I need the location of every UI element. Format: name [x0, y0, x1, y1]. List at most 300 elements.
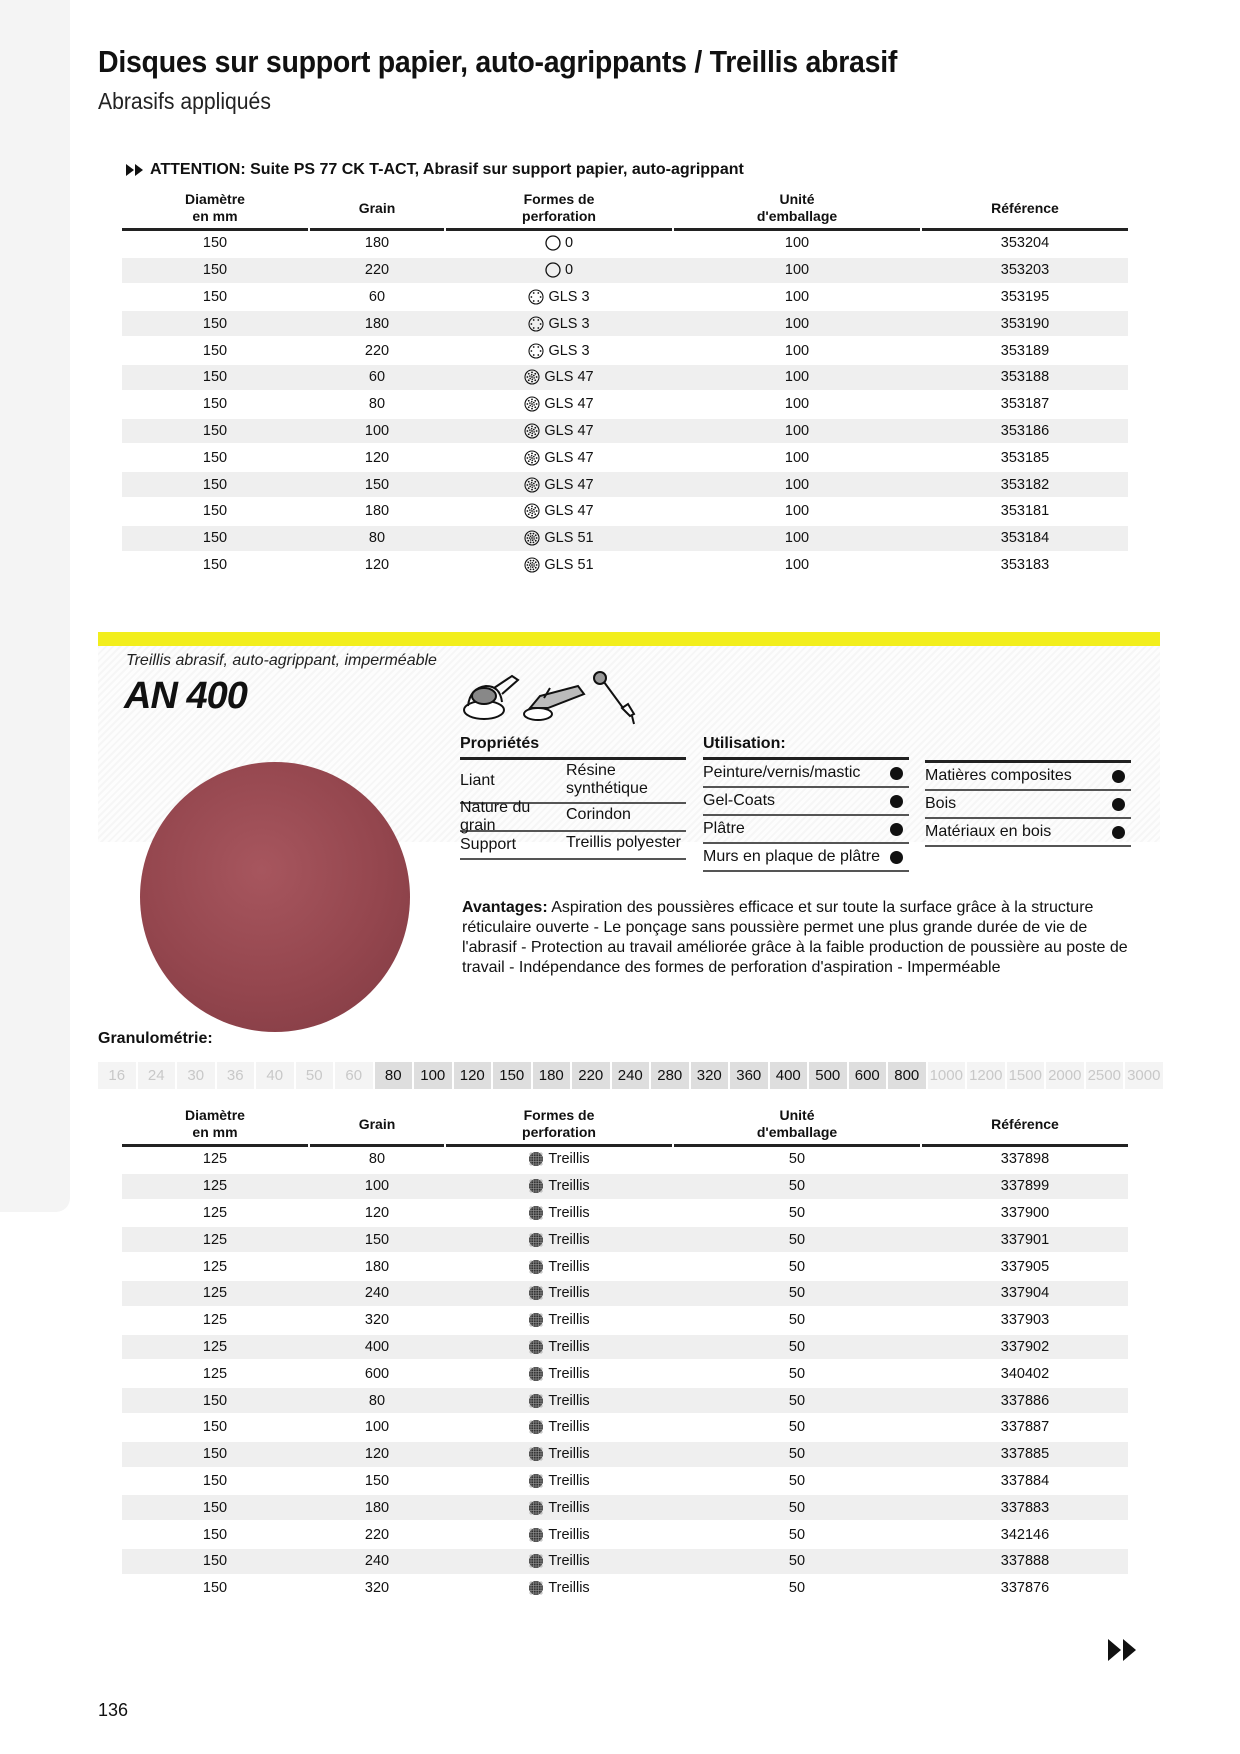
cell-packing-unit: 50	[788, 1553, 806, 1570]
bullet-dot-icon	[890, 823, 903, 836]
next-page-arrow-icon[interactable]	[1108, 1638, 1138, 1667]
cell-reference: 353183	[1000, 556, 1050, 573]
table-row	[122, 1226, 1128, 1253]
cell-diameter: 150	[202, 1499, 228, 1516]
grit-chip: 180	[533, 1062, 571, 1089]
cell-grain: 180	[364, 503, 390, 520]
cell-perforation: GLS 47	[446, 471, 672, 498]
bullet-dot-icon	[890, 795, 903, 808]
cell-diameter: 125	[202, 1178, 228, 1195]
mesh-perforation-icon	[528, 1339, 544, 1355]
grit-chip: 3000	[1125, 1062, 1163, 1089]
table-row	[122, 1307, 1128, 1334]
mesh-perforation-icon	[528, 1178, 544, 1194]
grit-chip: 30	[177, 1062, 215, 1089]
cell-perforation: Treillis	[446, 1253, 672, 1280]
cell-reference: 353188	[1000, 369, 1050, 386]
cell-packing-unit: 50	[788, 1526, 806, 1543]
cell-perforation: Treillis	[446, 1334, 672, 1361]
cell-packing-unit: 50	[788, 1204, 806, 1221]
page-subtitle: Abrasifs appliqués	[98, 88, 271, 114]
mesh-perforation-icon	[528, 1527, 544, 1543]
perforation-pattern-icon	[528, 343, 544, 359]
cell-grain: 220	[364, 342, 390, 359]
cell-reference: 337898	[1000, 1151, 1050, 1168]
properties-table	[460, 735, 686, 860]
utilisation-item: Matériaux en bois	[925, 819, 1131, 847]
grit-chip: 80	[375, 1062, 413, 1089]
cell-reference: 337904	[1000, 1285, 1050, 1302]
cell-grain: 60	[368, 369, 386, 386]
cell-reference: 353190	[1000, 315, 1050, 332]
table-row	[122, 391, 1128, 418]
cell-perforation: GLS 47	[446, 418, 672, 445]
perforation-pattern-icon	[524, 450, 540, 466]
grit-chip: 500	[809, 1062, 847, 1089]
cell-reference: 337899	[1000, 1178, 1050, 1195]
perforation-pattern-icon	[528, 289, 544, 305]
cell-packing-unit: 50	[788, 1258, 806, 1275]
cell-grain: 120	[364, 449, 390, 466]
cell-perforation: Treillis	[446, 1280, 672, 1307]
cell-diameter: 150	[202, 1446, 228, 1463]
property-row	[460, 799, 686, 834]
grit-chip: 16	[98, 1062, 136, 1089]
utilisation-item: Bois	[925, 791, 1131, 819]
cell-perforation: GLS 51	[446, 525, 672, 552]
cell-diameter: 150	[202, 422, 228, 439]
cell-packing-unit: 50	[788, 1499, 806, 1516]
mesh-perforation-icon	[528, 1151, 544, 1167]
cell-packing-unit: 50	[788, 1446, 806, 1463]
mesh-perforation-icon	[528, 1580, 544, 1596]
utilisation-item: Murs en plaque de plâtre	[703, 844, 909, 872]
mesh-perforation-icon	[528, 1419, 544, 1435]
table-row	[122, 364, 1128, 391]
table-header	[122, 1104, 1128, 1146]
grit-chip: 120	[454, 1062, 492, 1089]
granulometry-label: Granulométrie:	[98, 1030, 213, 1047]
cell-diameter: 150	[202, 1392, 228, 1409]
table-row	[122, 1414, 1128, 1441]
grit-chip: 1200	[967, 1062, 1005, 1089]
cell-packing-unit: 50	[788, 1472, 806, 1489]
double-arrow-icon	[126, 163, 144, 177]
table-body	[122, 1146, 1128, 1602]
attention-note	[126, 161, 744, 179]
bullet-dot-icon	[1112, 826, 1125, 839]
cell-grain: 120	[364, 1204, 390, 1221]
cell-perforation: Treillis	[446, 1307, 672, 1334]
table-row	[122, 418, 1128, 445]
cell-perforation: Treillis	[446, 1146, 672, 1173]
cell-grain: 150	[364, 476, 390, 493]
cell-grain: 120	[364, 556, 390, 573]
table-row	[122, 230, 1128, 257]
perforation-pattern-icon	[524, 423, 540, 439]
mesh-perforation-icon	[528, 1366, 544, 1382]
perforation-pattern-icon	[524, 530, 540, 546]
mesh-perforation-icon	[528, 1259, 544, 1275]
cell-reference: 337883	[1000, 1499, 1050, 1516]
table-row	[122, 310, 1128, 337]
cell-perforation: GLS 47	[446, 498, 672, 525]
cell-packing-unit: 50	[788, 1178, 806, 1195]
sanding-pad-icon	[594, 672, 634, 724]
cell-perforation: Treillis	[446, 1226, 672, 1253]
cell-grain: 320	[364, 1312, 390, 1329]
advantages-body: Aspiration des poussières efficace et sur toute la surface grâce à la structure réticulaire ouverte - Le ponçage sans poussière permet une plus grande durée de vie de l'abrasif - Protection au travail améliorée grâce à la faible production de poussière au poste de travail - Indépendance des formes de perforation d'aspiration - Imperméable	[462, 899, 1128, 976]
cell-packing-unit: 100	[784, 369, 810, 386]
cell-diameter: 150	[202, 315, 228, 332]
cell-diameter: 125	[202, 1204, 228, 1221]
cell-grain: 60	[368, 288, 386, 305]
cell-reference: 337884	[1000, 1472, 1050, 1489]
cell-grain: 400	[364, 1338, 390, 1355]
table-row	[122, 552, 1128, 579]
utilisation-list-2	[925, 760, 1131, 847]
cell-grain: 600	[364, 1365, 390, 1382]
cell-perforation: GLS 3	[446, 284, 672, 311]
cell-diameter: 150	[202, 288, 228, 305]
mesh-perforation-icon	[528, 1312, 544, 1328]
cell-packing-unit: 50	[788, 1231, 806, 1248]
cell-diameter: 125	[202, 1312, 228, 1329]
perforation-pattern-icon	[524, 369, 540, 385]
cell-diameter: 150	[202, 235, 228, 252]
cell-perforation: 0	[446, 230, 672, 257]
cell-packing-unit: 100	[784, 262, 810, 279]
perforation-pattern-icon	[524, 396, 540, 412]
table-row	[122, 444, 1128, 471]
cell-packing-unit: 50	[788, 1151, 806, 1168]
cell-reference: 353186	[1000, 422, 1050, 439]
cell-diameter: 125	[202, 1231, 228, 1248]
cell-reference: 353182	[1000, 476, 1050, 493]
grit-chip: 360	[730, 1062, 768, 1089]
cell-diameter: 125	[202, 1338, 228, 1355]
grit-chip: 150	[493, 1062, 531, 1089]
table-row	[122, 1521, 1128, 1548]
product-table-paper-discs	[122, 188, 1128, 578]
bullet-dot-icon	[1112, 770, 1125, 783]
side-tab	[0, 0, 70, 1212]
cell-reference: 353187	[1000, 396, 1050, 413]
utilisation-item: Matières composites	[925, 760, 1131, 791]
table-row	[122, 284, 1128, 311]
header-diameter: Diamètre en mm	[122, 188, 308, 231]
cell-grain: 150	[364, 1472, 390, 1489]
page-number: 136	[98, 1700, 129, 1720]
properties-heading: Propriétés	[460, 735, 686, 760]
table-row	[122, 1280, 1128, 1307]
table-row	[122, 337, 1128, 364]
cell-diameter: 150	[202, 530, 228, 547]
cell-grain: 80	[368, 1151, 386, 1168]
table-row	[122, 1334, 1128, 1361]
grit-chip: 36	[217, 1062, 255, 1089]
cell-packing-unit: 100	[784, 476, 810, 493]
cell-reference: 337886	[1000, 1392, 1050, 1409]
bullet-dot-icon	[890, 767, 903, 780]
cell-reference: 353203	[1000, 262, 1050, 279]
grit-chip: 24	[138, 1062, 176, 1089]
cell-grain: 240	[364, 1285, 390, 1302]
cell-diameter: 150	[202, 1419, 228, 1436]
cell-grain: 180	[364, 1258, 390, 1275]
mesh-perforation-icon	[528, 1285, 544, 1301]
header-packing-unit: Unité d'emballage	[674, 1104, 920, 1147]
cell-grain: 180	[364, 235, 390, 252]
cell-packing-unit: 50	[788, 1312, 806, 1329]
highlight-bar	[98, 632, 1160, 646]
cell-packing-unit: 100	[784, 530, 810, 547]
abrasive-mesh-disc-image	[140, 762, 410, 1032]
advantages-label: Avantages:	[462, 899, 548, 916]
cell-packing-unit: 50	[788, 1580, 806, 1597]
cell-perforation: Treillis	[446, 1441, 672, 1468]
cell-reference: 353185	[1000, 449, 1050, 466]
property-value: Corindon	[566, 806, 631, 823]
header-diameter: Diamètre en mm	[122, 1104, 308, 1147]
product-name: AN 400	[124, 675, 247, 717]
cell-packing-unit: 50	[788, 1338, 806, 1355]
cell-diameter: 150	[202, 503, 228, 520]
property-key: Liant	[460, 772, 495, 789]
table-row	[122, 525, 1128, 552]
table-row	[122, 498, 1128, 525]
grit-chip: 220	[572, 1062, 610, 1089]
cell-diameter: 150	[202, 449, 228, 466]
grit-chip: 400	[770, 1062, 808, 1089]
attention-text: ATTENTION: Suite PS 77 CK T-ACT, Abrasif sur support papier, auto-agrippant	[150, 161, 744, 178]
mesh-perforation-icon	[528, 1205, 544, 1221]
cell-grain: 220	[364, 1526, 390, 1543]
cell-reference: 337888	[1000, 1553, 1050, 1570]
cell-grain: 120	[364, 1446, 390, 1463]
cell-diameter: 125	[202, 1151, 228, 1168]
mesh-perforation-icon	[528, 1553, 544, 1569]
property-key: Nature du grain	[460, 799, 531, 834]
cell-perforation: GLS 47	[446, 364, 672, 391]
header-grain: Grain	[310, 188, 444, 231]
header-reference: Référence	[922, 188, 1128, 231]
angle-grinder-icon	[524, 686, 584, 720]
cell-diameter: 150	[202, 342, 228, 359]
grit-chip: 2500	[1086, 1062, 1124, 1089]
perforation-pattern-icon	[545, 235, 561, 251]
cell-grain: 240	[364, 1553, 390, 1570]
header-grain: Grain	[310, 1104, 444, 1147]
cell-grain: 150	[364, 1231, 390, 1248]
cell-grain: 320	[364, 1580, 390, 1597]
property-key: Support	[460, 836, 517, 853]
bullet-dot-icon	[890, 851, 903, 864]
grit-chip: 320	[691, 1062, 729, 1089]
cell-packing-unit: 100	[784, 235, 810, 252]
product-table-mesh	[122, 1104, 1128, 1602]
cell-diameter: 150	[202, 1580, 228, 1597]
cell-reference: 340402	[1000, 1365, 1050, 1382]
cell-grain: 180	[364, 315, 390, 332]
grit-chip: 800	[888, 1062, 926, 1089]
orbital-sander-icon	[464, 676, 518, 719]
utilisation-item: Peinture/vernis/mastic	[703, 760, 909, 788]
cell-diameter: 150	[202, 1472, 228, 1489]
perforation-pattern-icon	[545, 262, 561, 278]
cell-perforation: GLS 3	[446, 337, 672, 364]
bullet-dot-icon	[1112, 798, 1125, 811]
cell-grain: 220	[364, 262, 390, 279]
property-value: Treillis polyester	[566, 834, 681, 851]
tool-icons	[460, 668, 650, 733]
cell-perforation: GLS 3	[446, 310, 672, 337]
cell-packing-unit: 100	[784, 422, 810, 439]
cell-grain: 180	[364, 1499, 390, 1516]
cell-perforation: Treillis	[446, 1200, 672, 1227]
cell-packing-unit: 100	[784, 503, 810, 520]
cell-diameter: 125	[202, 1285, 228, 1302]
property-value: Résine synthétique	[566, 762, 648, 797]
cell-packing-unit: 50	[788, 1365, 806, 1382]
mesh-perforation-icon	[528, 1473, 544, 1489]
mesh-perforation-icon	[528, 1393, 544, 1409]
cell-perforation: Treillis	[446, 1173, 672, 1200]
grit-chip: 280	[651, 1062, 689, 1089]
cell-packing-unit: 100	[784, 288, 810, 305]
mesh-perforation-icon	[528, 1500, 544, 1516]
header-packing-unit: Unité d'emballage	[674, 188, 920, 231]
table-row	[122, 1200, 1128, 1227]
header-perforation: Formes de perforation	[446, 188, 672, 231]
cell-diameter: 125	[202, 1258, 228, 1275]
product-caption: Treillis abrasif, auto-agrippant, imperméable	[126, 652, 437, 669]
header-reference: Référence	[922, 1104, 1128, 1147]
cell-grain: 100	[364, 1178, 390, 1195]
table-row	[122, 1468, 1128, 1495]
grit-chip: 1000	[928, 1062, 966, 1089]
grit-chip: 1500	[1007, 1062, 1045, 1089]
grit-chip: 2000	[1046, 1062, 1084, 1089]
utilisation-item: Gel-Coats	[703, 788, 909, 816]
cell-diameter: 150	[202, 476, 228, 493]
cell-diameter: 150	[202, 262, 228, 279]
table-row	[122, 257, 1128, 284]
cell-perforation: Treillis	[446, 1414, 672, 1441]
cell-packing-unit: 50	[788, 1419, 806, 1436]
grit-chip: 100	[414, 1062, 452, 1089]
cell-reference: 337885	[1000, 1446, 1050, 1463]
cell-packing-unit: 50	[788, 1285, 806, 1302]
cell-diameter: 150	[202, 1553, 228, 1570]
cell-perforation: Treillis	[446, 1494, 672, 1521]
cell-packing-unit: 100	[784, 556, 810, 573]
cell-perforation: Treillis	[446, 1468, 672, 1495]
cell-packing-unit: 100	[784, 315, 810, 332]
cell-reference: 337905	[1000, 1258, 1050, 1275]
utilisation-list	[703, 735, 909, 872]
cell-diameter: 150	[202, 396, 228, 413]
table-row	[122, 1575, 1128, 1602]
table-row	[122, 1548, 1128, 1575]
cell-perforation: Treillis	[446, 1575, 672, 1602]
header-perforation: Formes de perforation	[446, 1104, 672, 1147]
grit-chip: 60	[335, 1062, 373, 1089]
cell-perforation: Treillis	[446, 1548, 672, 1575]
cell-diameter: 125	[202, 1365, 228, 1382]
cell-perforation: GLS 47	[446, 444, 672, 471]
cell-reference: 353189	[1000, 342, 1050, 359]
cell-reference: 342146	[1000, 1526, 1050, 1543]
granulometry-strip	[98, 1062, 1163, 1089]
cell-reference: 353195	[1000, 288, 1050, 305]
cell-packing-unit: 100	[784, 342, 810, 359]
cell-reference: 353204	[1000, 235, 1050, 252]
cell-grain: 100	[364, 1419, 390, 1436]
table-row	[122, 1441, 1128, 1468]
cell-reference: 337887	[1000, 1419, 1050, 1436]
cell-reference: 337903	[1000, 1312, 1050, 1329]
grit-chip: 40	[256, 1062, 294, 1089]
cell-reference: 353181	[1000, 503, 1050, 520]
cell-packing-unit: 100	[784, 449, 810, 466]
cell-reference: 337876	[1000, 1580, 1050, 1597]
table-row	[122, 1494, 1128, 1521]
cell-diameter: 150	[202, 369, 228, 386]
grit-chip: 50	[296, 1062, 334, 1089]
table-row	[122, 1360, 1128, 1387]
advantages-text	[462, 898, 1142, 978]
mesh-perforation-icon	[528, 1446, 544, 1462]
cell-diameter: 150	[202, 556, 228, 573]
cell-diameter: 150	[202, 1526, 228, 1543]
table-row	[122, 1253, 1128, 1280]
cell-grain: 80	[368, 530, 386, 547]
property-row	[460, 832, 686, 860]
perforation-pattern-icon	[524, 557, 540, 573]
cell-perforation: 0	[446, 257, 672, 284]
cell-reference: 337900	[1000, 1204, 1050, 1221]
table-row	[122, 471, 1128, 498]
perforation-pattern-icon	[524, 503, 540, 519]
cell-packing-unit: 50	[788, 1392, 806, 1409]
utilisation-item: Plâtre	[703, 816, 909, 844]
perforation-pattern-icon	[524, 477, 540, 493]
cell-perforation: Treillis	[446, 1387, 672, 1414]
page-title: Disques sur support papier, auto-agrippants / Treillis abrasif	[98, 44, 898, 79]
mesh-perforation-icon	[528, 1232, 544, 1248]
cell-perforation: GLS 51	[446, 552, 672, 579]
property-row	[460, 760, 686, 804]
table-header	[122, 188, 1128, 230]
cell-reference: 337902	[1000, 1338, 1050, 1355]
utilisation-heading: Utilisation:	[703, 735, 909, 760]
cell-reference: 337901	[1000, 1231, 1050, 1248]
perforation-pattern-icon	[528, 316, 544, 332]
cell-grain: 80	[368, 1392, 386, 1409]
table-row	[122, 1387, 1128, 1414]
cell-packing-unit: 100	[784, 396, 810, 413]
grit-chip: 240	[612, 1062, 650, 1089]
cell-reference: 353184	[1000, 530, 1050, 547]
table-body	[122, 230, 1128, 578]
cell-perforation: GLS 47	[446, 391, 672, 418]
table-row	[122, 1146, 1128, 1173]
cell-grain: 80	[368, 396, 386, 413]
table-row	[122, 1173, 1128, 1200]
grit-chip: 600	[849, 1062, 887, 1089]
cell-perforation: Treillis	[446, 1521, 672, 1548]
